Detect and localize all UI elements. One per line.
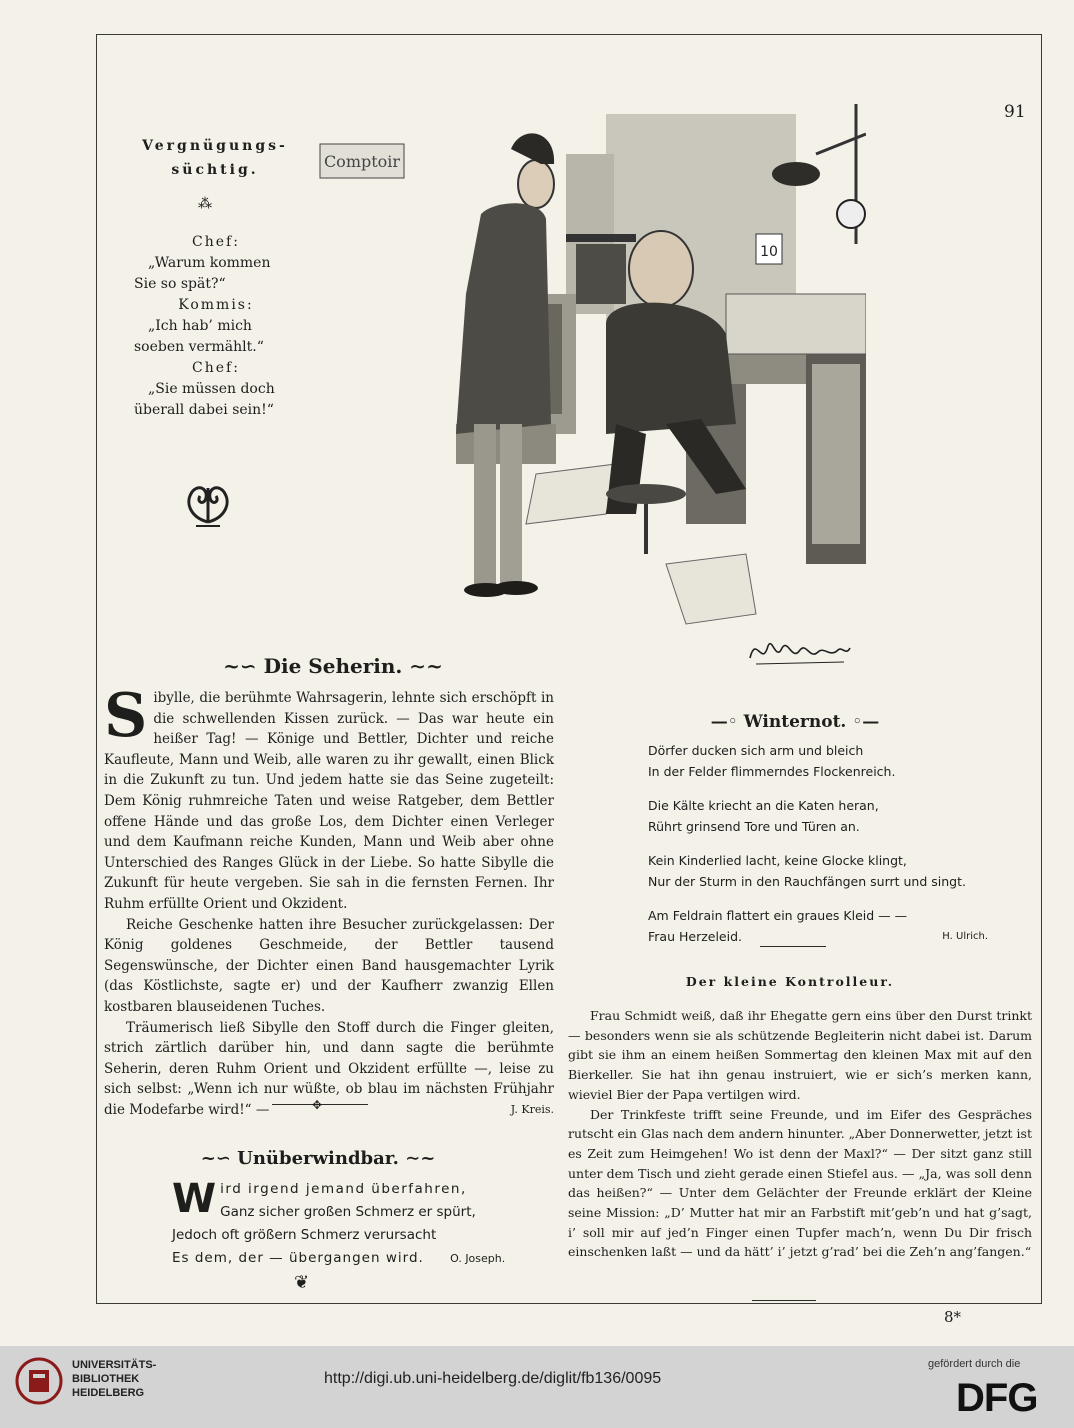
poem-line: Frau Herzeleid. <box>648 929 743 944</box>
unueberwindbar-title-text: Unüberwindbar. <box>237 1148 399 1169</box>
kontrolleur-paragraph-1: Frau Schmidt weiß, daß ihr Ehegatte gern eins über den Durst trinkt — besonders wenn sie als schützende Begleiterin nicht dabei ist. Darum gibt sie ihm an einem heißen Sommertag den kleinen Max mit auf den Bierkeller. Sie hat ihn genau instruiert, wie er sich’s merken kann, wieviel Bier der Papa vertilgen wird. <box>568 1008 1032 1102</box>
winternot-title <box>680 712 910 732</box>
sidebar-title-line1: Vergnügungs- <box>142 138 288 154</box>
kontrolleur-title: Der kleine Kontrolleur. <box>685 974 895 989</box>
unueberwindbar-author: O. Joseph. <box>450 1252 506 1265</box>
poem-line: Die Kälte kriecht an die Katen heran, <box>648 798 879 813</box>
university-line1: UNIVERSITÄTS- <box>72 1359 157 1371</box>
dialog-line: „Sie müssen doch <box>148 381 275 397</box>
flourish-right-icon: ∼~ <box>402 654 443 678</box>
seherin-title <box>188 654 478 678</box>
university-seal-icon <box>14 1356 64 1406</box>
winternot-author: H. Ulrich. <box>942 931 988 942</box>
dialog-line: überall dabei sein!“ <box>134 402 274 418</box>
seherin-paragraph-1: ibylle, die berühmte Wahrsagerin, lehnte sich erschöpft in die schwellenden Kissen zurück. — Das war heute ein heißer Tag! — Könige und Bettler, Dichter und reiche Kaufleute, Mann und Weib, alle waren zu ihr gewallt, einen Blick in die Zukunft zu tun. Und jedem hatte sie das Seine zugeteilt: Dem König ruhmreiche Taten und weise Ratgeber, dem Bettler offene Hände und das große Los, dem Dichter einen Verleger und dem Kaufmann reiche Kunden, Mann und Weib aber ohne Unterschied des Ranges Glück in der Liebe. So hatte Sibylle die Zukunft für heute vergeben. Sie sah in die fernsten Fernen. Ihr Ruhm erfüllte Orient und Okzident. <box>104 690 554 912</box>
speaker-chef: Chef: <box>192 234 240 250</box>
dialog-line: „Warum kommen <box>148 255 271 271</box>
ornament-icon: ⁂ <box>198 196 212 212</box>
page-number: 91 <box>1004 102 1026 122</box>
dialog-line: Sie so spät?“ <box>134 276 226 292</box>
seherin-paragraph-3: Träumerisch ließ Sibylle den Stoff durch die Finger gleiten, strich zärtlich darüber hin, und dann sagte die berühmte Seherin, deren Ruhm Orient und Okzident erfüllte —, leise zu sich selbst: „Wenn ich nur wüßte, ob blau im nächsten Frühjahr die Modefarbe wird!“ — <box>104 1019 554 1118</box>
sidebar-title <box>128 134 302 182</box>
flourish-left-icon: ~∽ <box>223 654 264 678</box>
flourish-left-icon: ~∽ <box>200 1148 238 1169</box>
poem-line: Kein Kinderlied lacht, keine Glocke klingt, <box>648 853 907 868</box>
dropcap: S <box>104 681 148 751</box>
winternot-title-text: Winternot. <box>743 712 847 732</box>
office-illustration <box>306 94 866 682</box>
seherin-title-text: Die Seherin. <box>263 654 403 678</box>
dropcap: W <box>172 1176 217 1222</box>
poem-line: Am Feldrain flattert ein graues Kleid — — <box>648 908 908 923</box>
permalink[interactable]: http://digi.ub.uni-heidelberg.de/diglit/fb136/0095 <box>324 1370 662 1387</box>
speaker-kommis: Kommis: <box>178 297 254 313</box>
kontrolleur-paragraph-2: Der Trinkfeste trifft seine Freunde, und im Eifer des Gespräches rutscht ein Glas nach dem andern hinunter. „Aber Donnerwetter, jetzt ist es Zeit zum Heimgehen! Wo ist denn der Maxl?“ — Der sitzt ganz still unter dem Tisch und zieht gerade einen Stiefel aus. — „Ja, was soll denn das heißen?“ — Unter dem Gelächter der Freunde erklärt der Kleine seine Mission: „D’ Mutter hat mir an Farbstift mit’geb’n und hat g’sagt, i’ soll mir auf jed’n Finger einen Tupfer mach’n, wenn Du Dir frisch einschenken laßt — und da hätt’ i’ jetzt g’rad’ bei die Zeh’n ang’fangen.“ <box>568 1106 1032 1260</box>
poem-line: ird irgend jemand überfahren, <box>220 1181 467 1197</box>
artist-signature <box>746 628 854 672</box>
university-line3: HEIDELBERG <box>72 1387 145 1399</box>
funded-by-label: gefördert durch die <box>928 1358 1021 1370</box>
sidebar-dialog <box>126 232 306 421</box>
seherin-author: J. Kreis. <box>510 1102 554 1116</box>
poem-line: Jedoch oft größern Schmerz verursacht <box>172 1227 437 1243</box>
sidebar-title-line2: süchtig. <box>171 162 259 178</box>
seherin-paragraph-2: Reiche Geschenke hatten ihre Besucher zurückgelassen: Der König goldenes Geschmeide, der Bettler tausend Segenswünsche, der Dichter einen Band hausgemachter Lyrik (das Köstlichste, sagte er) und der Kaufherr zwanzig Ellen kostbaren blauseidenen Tuches. <box>104 916 554 1015</box>
dialog-line: „Ich hab’ mich <box>148 318 252 334</box>
poem-line: Dörfer ducken sich arm und bleich <box>648 743 864 758</box>
poem-line: Ganz sicher großen Schmerz er spürt, <box>220 1204 476 1220</box>
flourish-right-icon: ◦— <box>846 712 880 732</box>
kontrolleur-article <box>568 1006 1032 1262</box>
seherin-article <box>104 681 554 1120</box>
university-name[interactable] <box>72 1358 156 1400</box>
poem-line: Nur der Sturm in den Rauchfängen surrt und singt. <box>648 874 966 889</box>
divider <box>752 1300 816 1301</box>
speaker-chef-2: Chef: <box>192 360 240 376</box>
dialog-line: soeben vermählt.“ <box>134 339 264 355</box>
lily-ornament-icon <box>178 478 238 530</box>
poem-line: Es dem, der — übergangen wird. <box>172 1250 424 1266</box>
comptoir-sign: Comptoir <box>323 152 401 171</box>
poem-line: Rührt grinsend Tore und Türen an. <box>648 819 860 834</box>
divider <box>760 946 826 947</box>
unueberwindbar-title <box>198 1148 438 1169</box>
end-ornament-icon: ❦ <box>294 1272 310 1293</box>
flourish-left-icon: —◦ <box>710 712 744 732</box>
sheet-signature: 8* <box>944 1308 962 1326</box>
dfg-logo[interactable]: DFG <box>956 1376 1038 1420</box>
flourish-right-icon: ∼~ <box>398 1148 436 1169</box>
university-line2: BIBLIOTHEK <box>72 1373 140 1385</box>
calendar-date: 10 <box>760 244 778 260</box>
poem-line: In der Felder flimmerndes Flockenreich. <box>648 764 896 779</box>
divider-ornament-icon: ✥ <box>312 1098 323 1112</box>
winternot-poem <box>648 740 988 947</box>
unueberwindbar-poem <box>172 1178 532 1270</box>
